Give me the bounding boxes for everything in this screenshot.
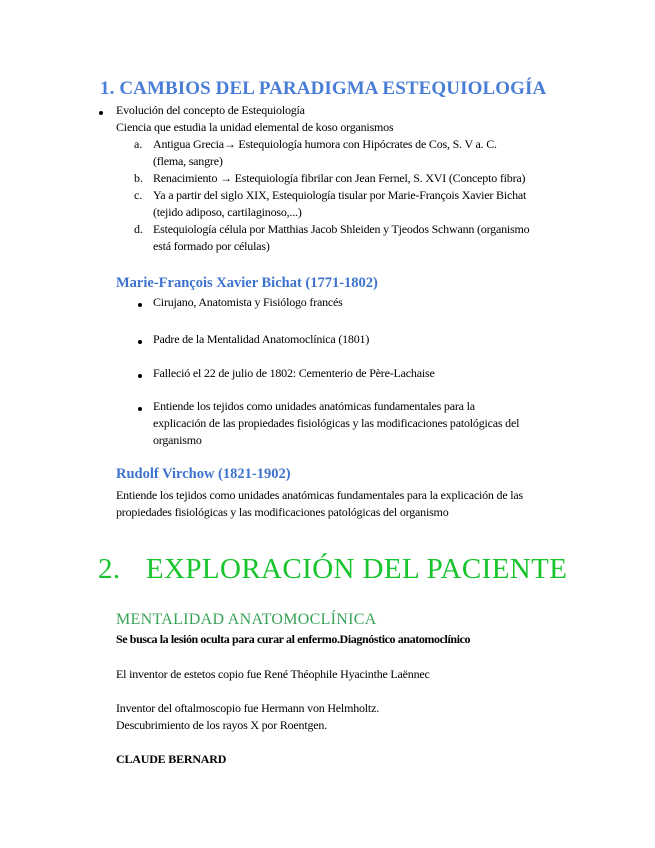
- paragraph: El inventor de estetos copio fue René Théophile Hyacinthe Laënnec: [116, 667, 430, 681]
- bullet-dot: [138, 407, 142, 411]
- list-item-line: Ya a partir del siglo XIX, Estequiología tisular por Marie-François Xavier Bichat: [153, 188, 527, 202]
- virchow-text: Entiende los tejidos como unidades anatómicas fundamentales para la explicación de las: [116, 488, 523, 502]
- list-marker: b.: [134, 171, 143, 185]
- bichat-heading: Marie-François Xavier Bichat (1771-1802): [116, 275, 378, 291]
- anatomoclinic-subtitle: MENTALIDAD ANATOMOCLÍNICA: [116, 611, 377, 628]
- bichat-item: Entiende los tejidos como unidades anatómicas fundamentales para la: [153, 399, 475, 413]
- bichat-item: Padre de la Mentalidad Anatomoclínica (1801): [153, 332, 370, 346]
- bullet-dot: [138, 340, 142, 344]
- paragraph: Inventor del oftalmoscopio fue Hermann von Helmholtz.: [116, 701, 379, 715]
- section-2-number: 2.: [98, 553, 121, 585]
- bichat-item: Cirujano, Anatomista y Fisiólogo francés: [153, 295, 343, 309]
- list-item-line: Antigua Grecia→ Estequiología humora con Hipócrates de Cos, S. V a. C.: [153, 137, 497, 151]
- list-item-line: Estequiología célula por Matthias Jacob Shleiden y Tjeodos Schwann (organismo: [153, 222, 530, 236]
- list-item-line: (tejido adiposo, cartilaginoso,...): [153, 205, 302, 219]
- bichat-item: organismo: [153, 433, 202, 447]
- section-2-heading: [98, 553, 567, 586]
- bold-line: Se busca la lesión oculta para curar al enfermo.Diagnóstico anatomoclínico: [116, 632, 471, 646]
- virchow-text: propiedades fisiológicas y las modificaciones patológicas del organismo: [116, 505, 449, 519]
- list-item-line: (flema, sangre): [153, 154, 223, 168]
- list-marker: d.: [134, 222, 143, 236]
- section-1-number: 1.: [100, 78, 115, 99]
- bullet-dot: [138, 374, 142, 378]
- section-1-heading: [100, 78, 546, 100]
- claude-bernard-heading: CLAUDE BERNARD: [116, 752, 227, 766]
- section-1-title: CAMBIOS DEL PARADIGMA ESTEQUIOLOGÍA: [119, 78, 547, 99]
- list-item-line: Renacimiento → Estequiología fibrilar con Jean Fernel, S. XVI (Concepto fibra): [153, 171, 526, 185]
- virchow-heading: Rudolf Virchow (1821-1902): [116, 466, 291, 482]
- bullet-dot: [99, 111, 103, 115]
- section-2-title: EXPLORACIÓN DEL PACIENTE: [145, 553, 568, 585]
- bichat-item: Falleció el 22 de julio de 1802: Cementerio de Père-Lachaise: [153, 366, 435, 380]
- evolution-bullet-text: Evolución del concepto de Estequiología: [116, 103, 305, 117]
- bichat-item: explicación de las propiedades fisiológicas y las modificaciones patológicas del: [153, 416, 520, 430]
- definition-text: Ciencia que estudia la unidad elemental de koso organismos: [116, 120, 394, 134]
- list-marker: a.: [134, 137, 143, 151]
- list-marker: c.: [134, 188, 143, 202]
- bullet-dot: [138, 303, 142, 307]
- list-item-line: está formado por células): [153, 239, 270, 253]
- paragraph: Descubrimiento de los rayos X por Roentgen.: [116, 718, 328, 732]
